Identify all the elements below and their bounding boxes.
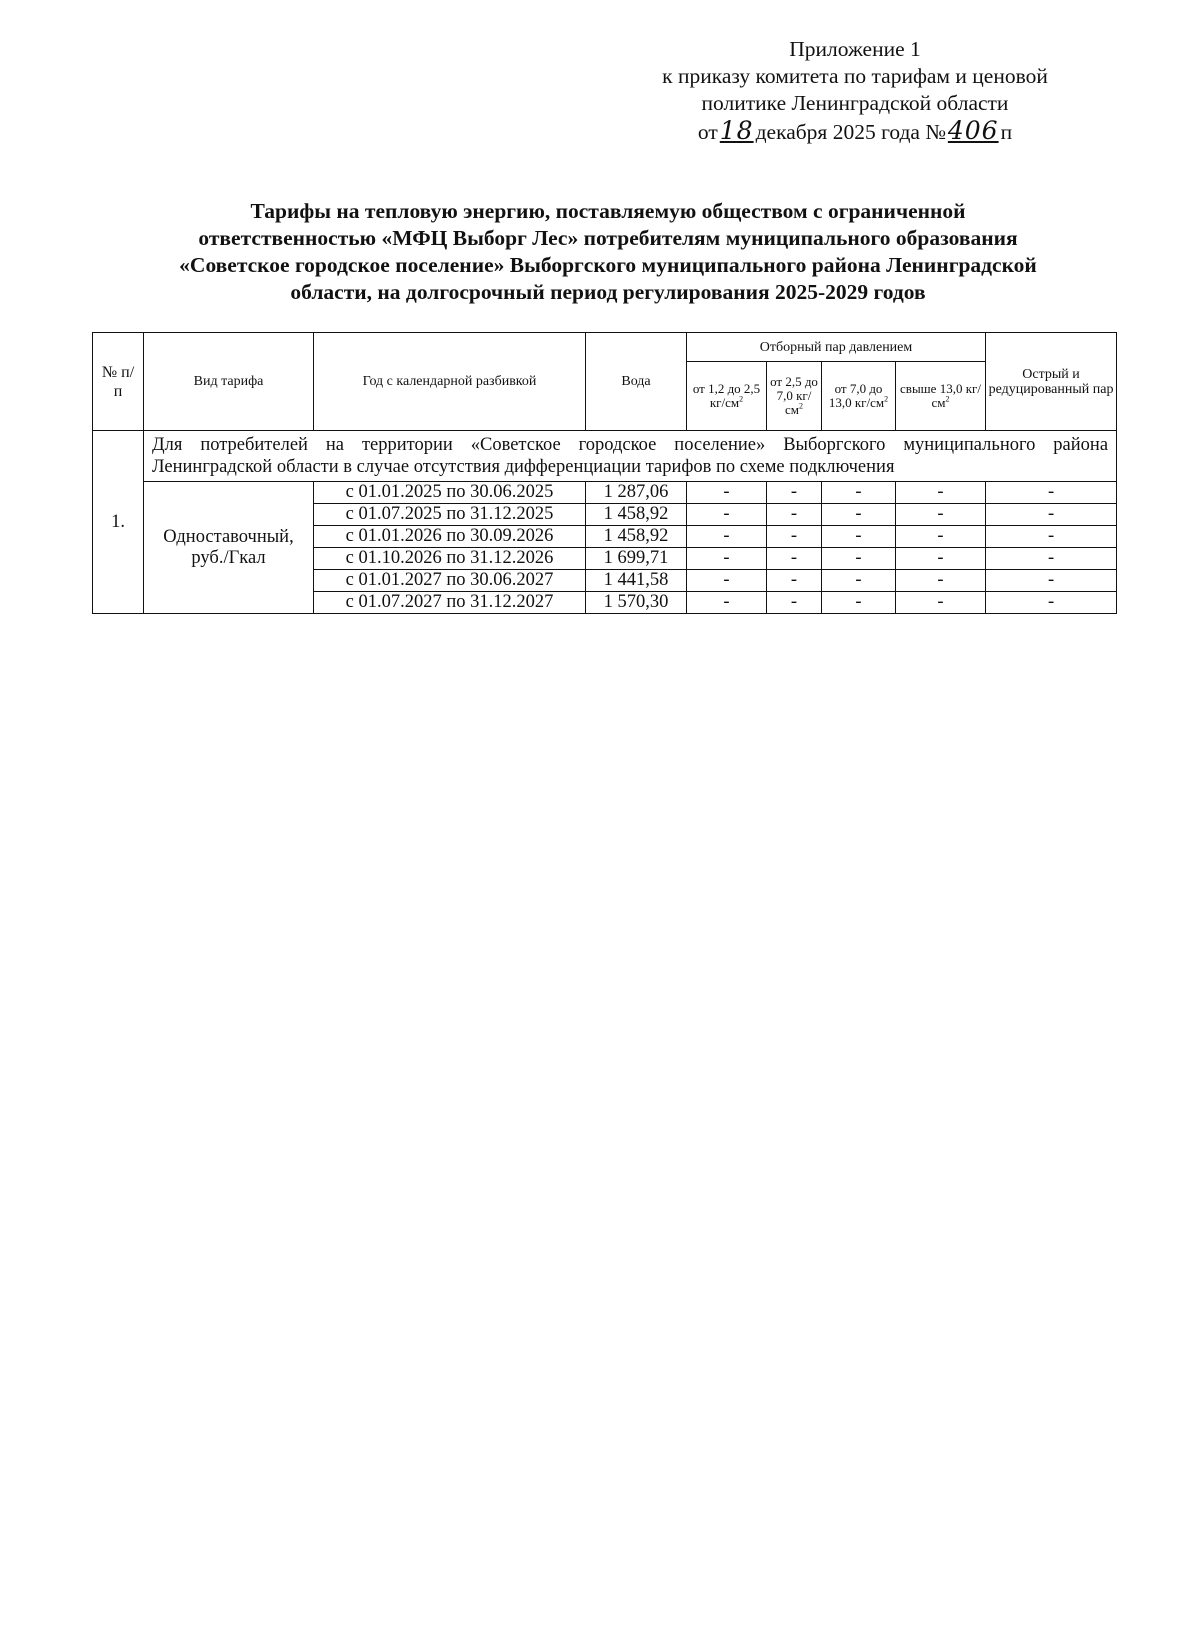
- steam-4-cell: -: [896, 526, 986, 548]
- title-line-1: Тарифы на тепловую энергию, поставляемую обществом с ограниченной: [250, 199, 966, 223]
- header-acute: Острый и редуцированный пар: [986, 333, 1117, 431]
- tariff-table: [92, 332, 1117, 614]
- steam-3-cell: -: [822, 570, 896, 592]
- header-steam-1: [687, 362, 767, 431]
- header-num: № п/п: [93, 333, 144, 431]
- steam-1-cell: -: [687, 592, 767, 614]
- steam-3-cell: -: [822, 548, 896, 570]
- steam-3-range: от 7,0 до 13,0: [828, 381, 883, 410]
- steam-1-cell: -: [687, 548, 767, 570]
- document-title: [96, 198, 1120, 306]
- water-cell: 1 699,71: [586, 548, 687, 570]
- table-row: [93, 482, 1117, 504]
- water-cell: 1 458,92: [586, 504, 687, 526]
- steam-2-cell: -: [767, 570, 822, 592]
- header-steam-2: [767, 362, 822, 431]
- acute-cell: -: [986, 526, 1117, 548]
- steam-1-cell: -: [687, 526, 767, 548]
- steam-4-cell: -: [896, 592, 986, 614]
- steam-unit-exponent: 2: [945, 394, 950, 404]
- header-type: Вид тарифа: [144, 333, 314, 431]
- steam-3-cell: -: [822, 592, 896, 614]
- header-row-1: [93, 333, 1117, 362]
- acute-cell: -: [986, 548, 1117, 570]
- date-prefix: от: [697, 120, 718, 144]
- water-cell: 1 570,30: [586, 592, 687, 614]
- appendix-line-2: к приказу комитета по тарифам и ценовой: [662, 64, 1048, 88]
- steam-unit: кг/см: [709, 395, 740, 410]
- header-water: Вода: [586, 333, 687, 431]
- steam-unit-exponent: 2: [739, 394, 744, 404]
- title-line-4: области, на долгосрочный период регулирования 2025-2029 годов: [290, 280, 926, 304]
- steam-unit: кг/см: [785, 388, 812, 417]
- steam-2-cell: -: [767, 482, 822, 504]
- section-region-row: [93, 431, 1117, 482]
- steam-1-cell: -: [687, 504, 767, 526]
- steam-1-cell: -: [687, 570, 767, 592]
- title-line-2: ответственностью «МФЦ Выборг Лес» потребителям муниципального образования: [198, 226, 1018, 250]
- date-middle: декабря 2025 года №: [755, 120, 946, 144]
- appendix-line-3: политике Ленинградской области: [701, 91, 1009, 115]
- steam-3-cell: -: [822, 482, 896, 504]
- steam-4-range: свыше 13,0: [900, 381, 963, 396]
- period-cell: с 01.01.2025 по 30.06.2025: [314, 482, 586, 504]
- appendix-date-line: [600, 117, 1110, 146]
- steam-1-cell: -: [687, 482, 767, 504]
- header-steam-3: [822, 362, 896, 431]
- steam-unit-exponent: 2: [799, 401, 803, 411]
- section-region-text: Для потребителей на территории «Советское городское поселение» Выборгского муниципального района Ленинградской области в случае отсутствия дифференциации тарифов по схеме подключения: [144, 431, 1117, 482]
- handwritten-day: 18: [719, 116, 754, 145]
- steam-3-cell: -: [822, 526, 896, 548]
- steam-4-cell: -: [896, 482, 986, 504]
- header-steam-group: Отборный пар давлением: [687, 333, 986, 362]
- steam-2-cell: -: [767, 592, 822, 614]
- appendix-header: [600, 36, 1110, 146]
- title-line-3: «Советское городское поселение» Выборгского муниципального района Ленинградской: [179, 253, 1037, 277]
- handwritten-number: 406: [947, 116, 999, 145]
- period-cell: с 01.07.2027 по 31.12.2027: [314, 592, 586, 614]
- steam-unit: кг/см: [931, 381, 981, 410]
- number-suffix: п: [1000, 120, 1013, 144]
- acute-cell: -: [986, 592, 1117, 614]
- period-cell: с 01.07.2025 по 31.12.2025: [314, 504, 586, 526]
- header-steam-4: [896, 362, 986, 431]
- steam-1-range: от 1,2 до 2,5: [692, 381, 761, 396]
- steam-2-cell: -: [767, 504, 822, 526]
- tariff-type: Одноставочный, руб./Гкал: [144, 482, 314, 614]
- appendix-line-1: Приложение 1: [789, 37, 921, 61]
- period-cell: с 01.01.2026 по 30.09.2026: [314, 526, 586, 548]
- steam-4-cell: -: [896, 548, 986, 570]
- steam-3-cell: -: [822, 504, 896, 526]
- water-cell: 1 441,58: [586, 570, 687, 592]
- water-cell: 1 458,92: [586, 526, 687, 548]
- steam-unit-exponent: 2: [884, 394, 889, 404]
- steam-2-cell: -: [767, 548, 822, 570]
- period-cell: с 01.10.2026 по 31.12.2026: [314, 548, 586, 570]
- steam-2-range: от 2,5 до 7,0: [770, 374, 818, 403]
- acute-cell: -: [986, 570, 1117, 592]
- period-cell: с 01.01.2027 по 30.06.2027: [314, 570, 586, 592]
- header-period: Год с календарной разбивкой: [314, 333, 586, 431]
- steam-4-cell: -: [896, 504, 986, 526]
- steam-unit: кг/см: [854, 395, 885, 410]
- water-cell: 1 287,06: [586, 482, 687, 504]
- acute-cell: -: [986, 482, 1117, 504]
- section-number: 1.: [93, 431, 144, 614]
- acute-cell: -: [986, 504, 1117, 526]
- steam-2-cell: -: [767, 526, 822, 548]
- steam-4-cell: -: [896, 570, 986, 592]
